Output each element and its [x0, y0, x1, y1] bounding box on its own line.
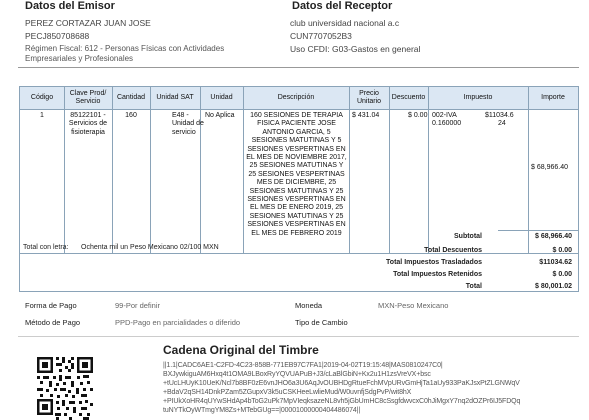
- cell-unidad-sat: E48 - Unidad de servicio: [172, 112, 204, 136]
- cell-descripcion: 160 SESIONES DE TERAPIA FISICA PACIENTE JOSE ANTONIO GARCIA, 5 SESIONES MATUTINAS Y 5 SESIONES VESPERTINAS EN EL MES DE NOVIEMBRE 2017, 25 SESIONES MATUTINAS Y 25 SESIONES VESPERTINAS MES DE DICIEMBRE, 25 SESIONES MATUTINAS Y 25 SESIONES VESPERTINAS EN EL MES DE ENERO 2019, 25 SESIONES MATUTINAS Y 25 SESIONES VESPERTINAS EN EL MES DE FEBRERO 2019: [246, 112, 347, 237]
- col-divider: [112, 87, 113, 253]
- descuentos-value: $ 0.00: [552, 247, 572, 254]
- th-cantidad: Cantidad: [116, 94, 146, 101]
- receptor-uso-cfdi: Uso CFDI: G03-Gastos en general: [290, 44, 421, 54]
- descuentos-label: Total Descuentos: [424, 247, 482, 254]
- receptor-heading: Datos del Receptor: [292, 0, 393, 12]
- trasladados-label: Total Impuestos Trasladados: [386, 259, 482, 266]
- th-descripcion: Descripción: [277, 94, 315, 101]
- cell-importe: $ 68,966.40: [531, 164, 568, 171]
- receptor-rfc: CUN7707052B3: [290, 31, 352, 41]
- subtotal-label: Subtotal: [454, 233, 482, 240]
- qr-code: [35, 355, 95, 420]
- cell-codigo: 1: [40, 112, 44, 119]
- cell-impuesto-rate: 0.160000: [432, 120, 462, 127]
- receptor-name: club universidad nacional a.c: [290, 18, 400, 28]
- trasladados-value: $11034.62: [539, 259, 572, 266]
- cell-unidad: No Aplica: [205, 112, 235, 119]
- moneda-value: MXN-Peso Mexicano: [378, 301, 449, 310]
- cell-precio: $ 431.04: [352, 112, 380, 119]
- totals-divider: [20, 253, 578, 254]
- cadena-line5: +PIUkXoHR4qUYwSHdAp4bToG2uPk7MpVIeqksazeNL8vh5jGbUmHC8cSsgfdwvcxC0hJiMgxY7nq2dOZPr6IJ5FDQq: [163, 398, 521, 405]
- cell-impuesto-type: 002-IVA: [432, 112, 457, 119]
- cell-impuesto-amount-cont: 24: [498, 120, 506, 127]
- total-value: $ 80,001.02: [535, 283, 572, 290]
- cadena-line1: ||1.1|CADC6AE1-C2FD-4C23-858B-771EB97C7FA1|2019-04-02T19:15:48|MAS0810247C0|: [163, 362, 443, 369]
- th-clave: Clave Prod/ Servicio: [69, 90, 107, 105]
- cadena-line4: +BdaV2qSH14DnkPZam5ZGupxV3k5uCSKHeeLwlieMud/W0uvnfjSdgPvP/wit8hX: [163, 389, 412, 396]
- th-descuento: Descuento: [391, 94, 426, 101]
- table-header: [20, 87, 578, 110]
- tipo-cambio-label: Tipo de Cambio: [295, 318, 348, 327]
- emisor-rfc: PECJ850708688: [25, 31, 90, 41]
- total-label: Total: [465, 283, 482, 290]
- emisor-heading: Datos del Emisor: [25, 0, 115, 12]
- total-letra: Ochenta mil un Peso Mexicano 02/100 MXN: [81, 244, 219, 251]
- emisor-regimen-line1: Régimen Fiscal: 612 - Personas Físicas con Actividades: [25, 44, 225, 53]
- cell-cantidad: 160: [125, 112, 137, 119]
- th-importe: Importe: [541, 94, 565, 101]
- cell-clave: 85122101 - Servicios de fisioterapia: [68, 112, 108, 136]
- col-divider: [243, 87, 244, 253]
- moneda-label: Moneda: [295, 301, 323, 310]
- footer-divider: [18, 336, 579, 337]
- col-divider: [428, 87, 429, 253]
- emisor-name: PEREZ CORTAZAR JUAN JOSE: [25, 18, 151, 28]
- col-divider: [64, 87, 65, 253]
- col-divider: [528, 87, 529, 253]
- col-divider: [389, 87, 390, 253]
- total-letra-label: Total con letra:: [23, 244, 69, 251]
- subtotal-value: $ 68,966.40: [535, 233, 572, 240]
- forma-pago-label: Forma de Pago: [25, 301, 77, 310]
- metodo-pago-label: Método de Pago: [25, 318, 81, 327]
- th-codigo: Código: [30, 94, 54, 101]
- col-divider: [349, 87, 350, 253]
- forma-pago-value: 99-Por definir: [115, 301, 161, 310]
- cell-impuesto-amount: $11034.6: [485, 112, 514, 119]
- cadena-title: Cadena Original del Timbre: [163, 343, 319, 357]
- metodo-pago-value: PPD-Pago en parcialidades o diferido: [115, 318, 241, 327]
- th-precio: Precio Unitario: [356, 90, 382, 105]
- cadena-line6: tuNYTkOyWTmgYM8Zs+MTebGUg==|00001000000404486074||: [163, 407, 361, 414]
- cadena-line2: BXJywkiguAM6Hxq4t1OMA9LBoxRyYQVUAPuB+J3/cLaBlGbiN+Kx2u1H1zsVreVX+bsc: [163, 371, 431, 378]
- col-divider: [150, 87, 151, 253]
- header-divider: [18, 67, 579, 68]
- retenidos-value: $ 0.00: [552, 271, 572, 278]
- th-unidad-sat: Unidad SAT: [156, 94, 194, 101]
- subtotal-divider: [498, 230, 578, 231]
- retenidos-label: Total Impuestos Retenidos: [393, 271, 482, 278]
- th-unidad: Unidad: [210, 94, 233, 101]
- emisor-regimen-line2: Empresariales y Profesionales: [25, 54, 134, 63]
- items-table: [19, 86, 579, 292]
- cadena-line3: +tUcLHUyK10UeK/Ncl7b8BF0zE6vnJHO6a3U6AqJvOUBHDgRtueFchMVpURvGmHjTa1aUy933PaKJsxPtZLGNWqV: [163, 380, 520, 387]
- th-impuesto: Impuesto: [463, 94, 493, 101]
- cell-descuento: $ 0.00: [408, 112, 428, 119]
